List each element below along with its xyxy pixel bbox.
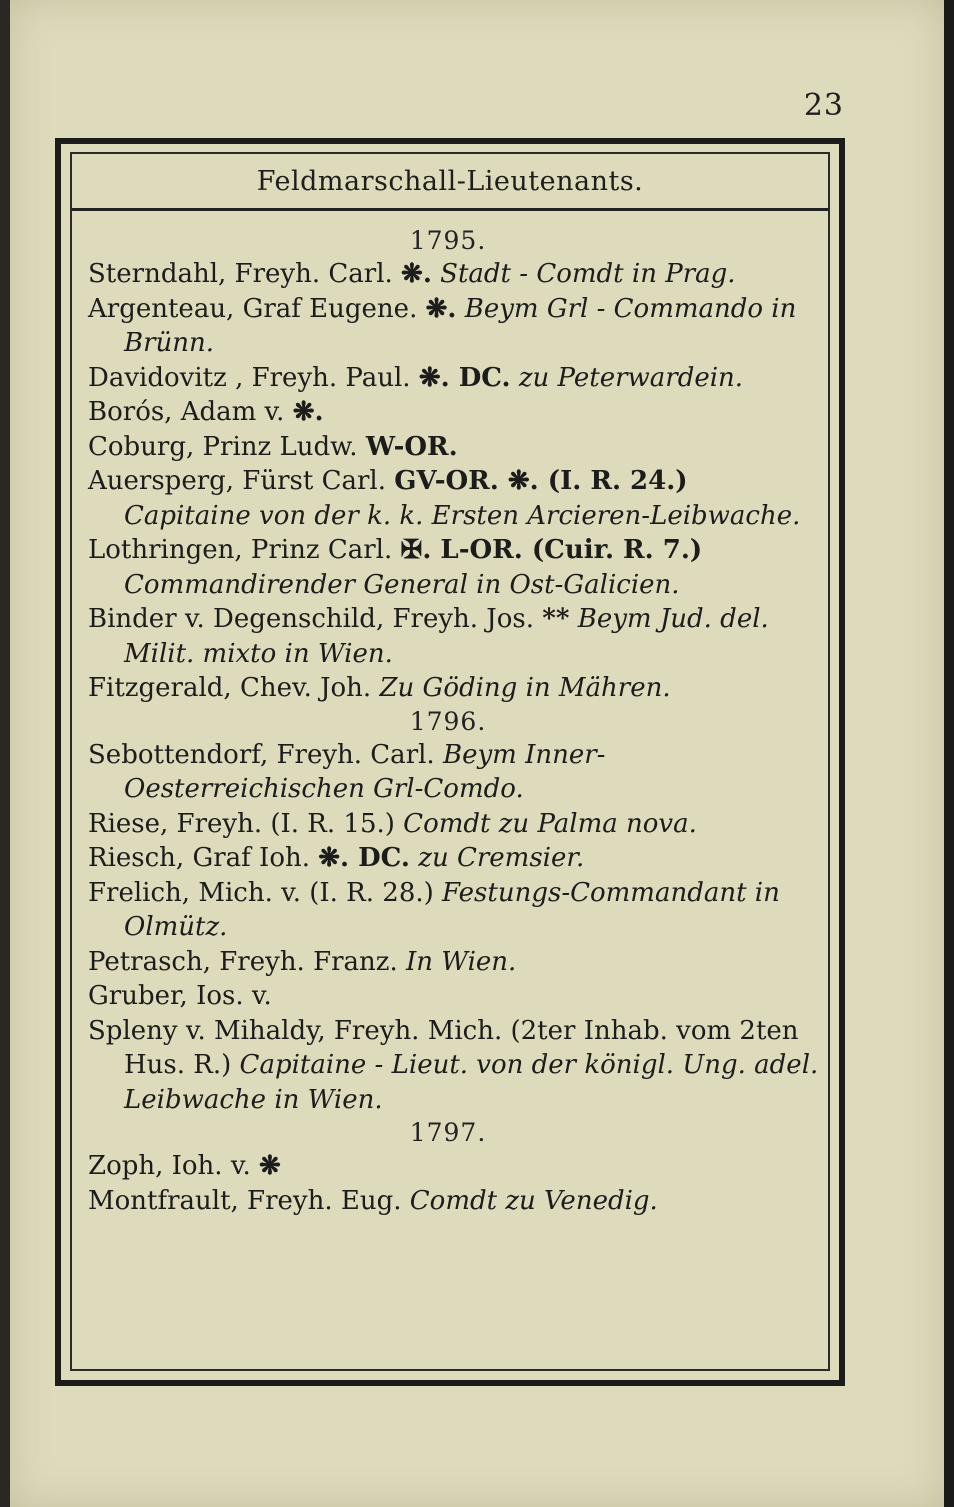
officer-name: Auersperg, Fürst Carl. [88,466,386,496]
officer-entry [88,257,828,292]
officer-name: Frelich, Mich. v. (I. R. 28.) [88,877,434,908]
posting-note: Beym Jud. del. Milit. mixto in Wien. [124,604,769,669]
year-heading: 1797. [409,1118,487,1147]
book-page [10,0,944,1507]
order-mark: ❋. [425,293,457,324]
officer-entry [88,945,828,980]
order-mark: ❋. [292,397,324,427]
officer-entry [88,1014,828,1118]
posting-note: Zu Göding in Mähren. [379,673,671,703]
officer-name: Davidovitz , Freyh. Paul. [88,362,411,393]
order-mark: W-OR. [365,431,458,462]
officer-name: Riese, Freyh. (I. R. 15.) [88,808,395,839]
officer-entry [88,602,828,671]
order-mark: ❋. [401,259,432,289]
officer-entry [88,464,828,533]
officer-name: Coburg, Prinz Ludw. [88,431,358,462]
posting-note: Comdt zu Venedig. [409,1185,658,1216]
posting-note: Festungs-Commandant in Olmütz. [124,877,780,942]
officer-entry [88,1149,828,1184]
officer-entry [88,361,828,396]
order-mark: ❋. DC. [418,362,511,393]
year-heading: 1796. [409,706,487,736]
officer-entry [88,1184,828,1219]
posting-note: In Wien. [406,946,517,977]
page-number: 23 [803,88,844,123]
year-heading: 1795. [409,226,487,255]
posting-note: Comdt zu Palma nova. [403,808,697,839]
officer-entry [88,430,828,465]
posting-note: Stadt - Comdt in Prag. [440,259,736,289]
officer-entry [88,292,828,361]
order-mark: ** [542,604,570,634]
officer-entry [88,841,828,876]
posting-note: Capitaine von der k. k. Ersten Arcieren-Leibwache. [124,500,801,531]
order-mark: ❋ [258,1151,281,1181]
officer-name: Argenteau, Graf Eugene. [88,293,418,324]
officer-list [72,211,828,1218]
officer-name: Sebottendorf, Freyh. Carl. [88,739,435,770]
officer-name: Spleny v. Mihaldy, Freyh. Mich. (2ter Inhab. vom 2ten Hus. R.) [88,1015,799,1080]
table-frame [55,138,845,1386]
officer-name: Borós, Adam v. [88,397,285,427]
table-inner-frame [70,152,830,1371]
officer-name: Sterndahl, Freyh. Carl. [88,259,393,289]
officer-name: Zoph, Ioh. v. [88,1151,251,1181]
table-title: Feldmarschall-Lieutenants. [72,154,828,211]
scan-edge [0,0,10,1507]
posting-note: zu Cremsier. [418,843,585,873]
officer-entry [88,876,828,945]
order-mark: ❋. DC. [318,843,410,873]
order-mark: GV-OR. ❋. (I. R. 24.) [394,466,688,496]
posting-note: Commandirender General in Ost-Galicien. [124,569,680,600]
officer-entry [88,979,828,1014]
officer-entry [88,671,828,706]
officer-name: Petrasch, Freyh. Franz. [88,946,398,977]
posting-note: Beym Grl - Commando in Brünn. [124,293,797,358]
officer-entry [88,807,828,842]
order-mark: ✠. L-OR. (Cuir. R. 7.) [400,535,703,565]
posting-note: Beym Inner-Oesterreichischen Grl-Comdo. [124,739,606,804]
officer-name: Montfrault, Freyh. Eug. [88,1185,402,1216]
officer-entry [88,738,828,807]
officer-name: Binder v. Degenschild, Freyh. Jos. [88,604,534,634]
posting-note: Capitaine - Lieut. von der königl. Ung. adel. Leibwache in Wien. [124,1050,819,1115]
officer-name: Lothringen, Prinz Carl. [88,535,393,565]
officer-entry [88,395,828,430]
officer-entry [88,533,828,602]
officer-name: Riesch, Graf Ioh. [88,843,310,873]
posting-note: zu Peterwardein. [518,362,744,393]
officer-name: Gruber, Ios. v. [88,981,272,1011]
officer-name: Fitzgerald, Chev. Joh. [88,673,372,703]
